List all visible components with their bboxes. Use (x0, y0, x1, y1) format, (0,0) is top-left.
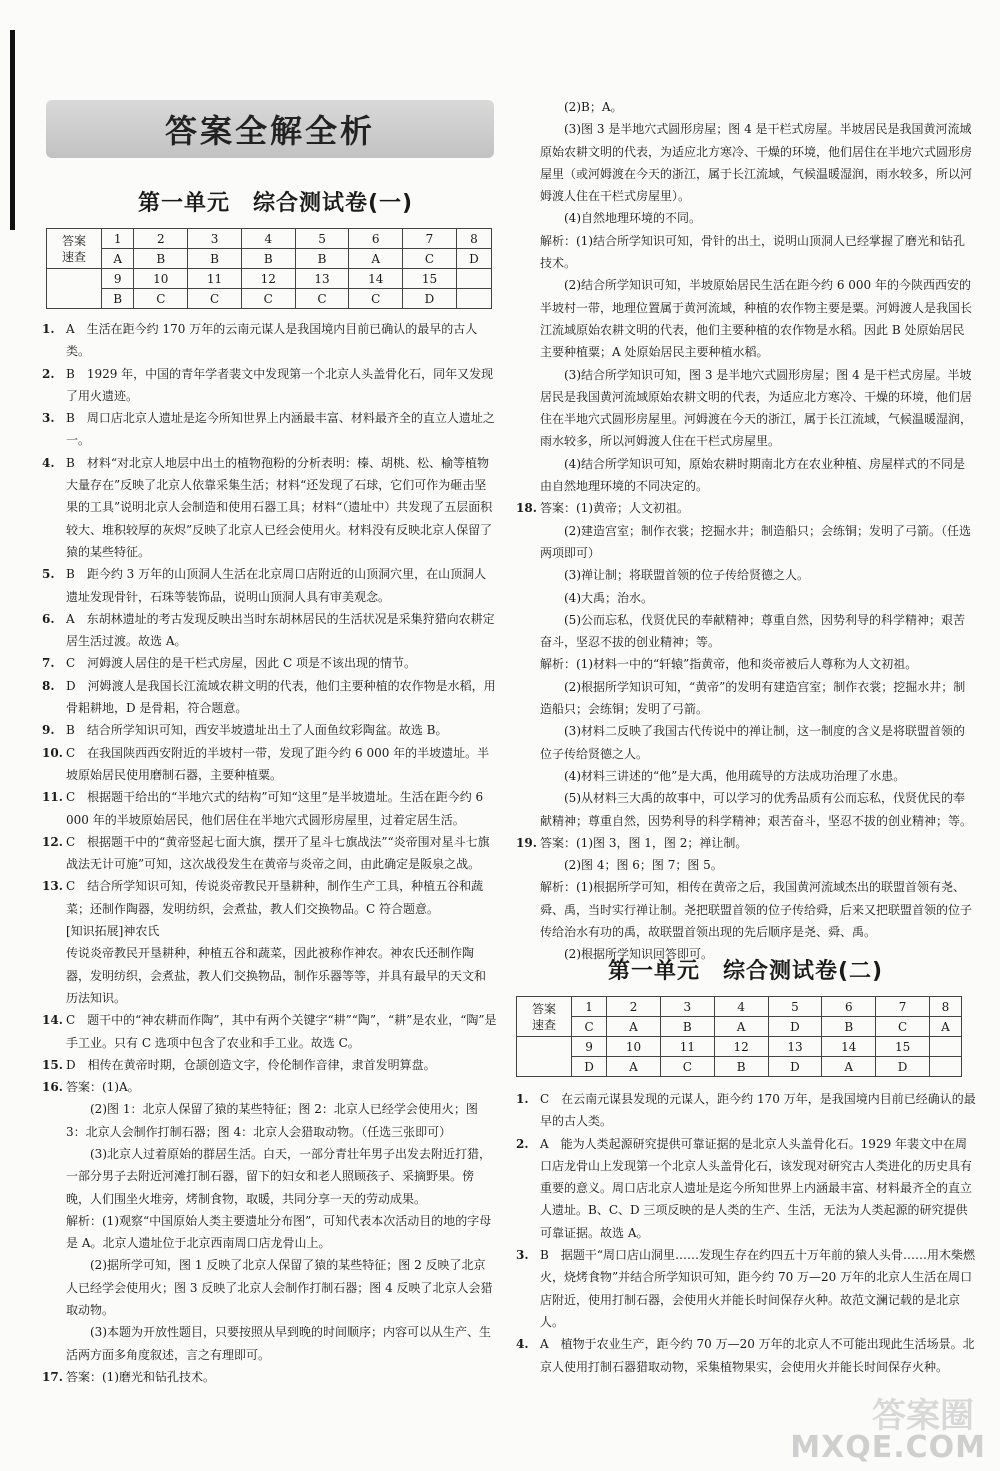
answer-banner (46, 100, 494, 158)
table-cell: 15 (403, 269, 457, 289)
table-cell (456, 289, 491, 309)
answer-item-14: 14. C 题干中的“神农耕而作陶”，其中有两个关键字“耕”“陶”，“耕”是农业，“陶”是手工业。只有 C 选项中包含了农业和手工业。故选 C。 (42, 1013, 497, 1050)
table-cell: A (607, 1017, 661, 1037)
answer-item-3: 3. B 周口店北京人遗址是迄今所知世界上内涵最丰富、材料最齐全的直立人遗址之一。 (42, 411, 495, 448)
banner-title: 答案全解全析 (164, 112, 375, 150)
answer-18-part2: (2)建造宫室；制作衣裳；挖掘水井；制造船只；会练铜；发明了弓箭。（任选两项即可） (540, 523, 972, 560)
table-cell: B (188, 249, 242, 269)
table-cell: C (134, 289, 188, 309)
table-cell: C (241, 289, 295, 309)
watermark-logo: 答案圈 (872, 1396, 974, 1436)
answer-item-7: 7. C 河姆渡人居住的是干栏式房屋，因此 C 项是不该出现的情节。 (42, 656, 416, 671)
table-cell: C (295, 289, 349, 309)
table-cell: 10 (134, 269, 188, 289)
answer-item-11: 11. C 根据题干给出的“半地穴式的结构”可知“这里”是半坡遗址。生活在距今约 6 000 年的半坡原始居民，他们居住在半地穴式圆形房屋里，过着定居生活。 (42, 790, 484, 827)
table-cell (456, 269, 491, 289)
table-cell (929, 1037, 961, 1057)
answer-item-12: 12. C 根据题干中的“黄帝竖起七面大旗，摆开了星斗七旗战法”“炎帝围对星斗七旗战法无计可施”可知，这次战役发生在黄帝与炎帝之间，由此确定是阪泉之战。 (42, 834, 490, 872)
table-cell: 5 (768, 997, 822, 1017)
table-cell: 6 (349, 229, 403, 249)
answer-16-part3: (3)北京人过着原始的群居生活。白天，一部分青壮年男子出发去附近打猎，一部分男子去附近河滩打制石器，留下的妇女和老人照顾孩子、采摘野果。傍晚，人们围坐火堆旁，烤制食物，取暖，共同分享一天的劳动成果。 (66, 1146, 492, 1206)
table-cell: C (349, 289, 403, 309)
table-cell: C (572, 1017, 607, 1037)
answer-item-13: 13. C 结合所学知识可知，传说炎帝教民开垦耕种，制作生产工具，种植五谷和蔬菜；还制作陶器，发明纺织，会煮盐，教人们交换物品。C 符合题意。 (42, 879, 484, 916)
answer-17-part3: (3)图 3 是半地穴式圆形房屋；图 4 是干栏式房屋。半坡居民是我国黄河流域原始农耕文明的代表，为适应北方寒冷、干燥的环境，他们居住在半地穴式圆形房屋里（或河姆渡在今天的浙江，属于长江流域，气候温暖湿润，雨水较多，所以河姆渡人住在干栏式房屋里）。 (540, 122, 973, 204)
margin-rule (10, 30, 15, 230)
table-cell: 1 (102, 229, 134, 249)
table-cell: 4 (714, 997, 768, 1017)
unit2-answer-item-2: 2. A 能为人类起源研究提供可靠证据的是北京人头盖骨化石。1929 年裴文中在周口店龙骨山上发现第一个北京人头盖骨化石，该发现对研究古人类进化的历史具有重要的意义。周口店北京人遗址是迄今所知世界上内涵最丰富、材料最齐全的直立人遗址。B、C、D 三项反映的是人类的生产、生活，无法为人类起源的研究提供可靠证据。故选 A。 (516, 1136, 973, 1240)
answer-item-9: 9. B 结合所学知识可知，西安半坡遗址出土了人面鱼纹彩陶盆。故选 B。 (42, 723, 448, 738)
table-cell: 12 (241, 269, 295, 289)
table-cell: 7 (876, 997, 930, 1017)
table-cell: C (188, 289, 242, 309)
table-cell: 11 (660, 1037, 714, 1057)
table-cell: 2 (607, 997, 661, 1017)
unit2-answer-table (516, 996, 962, 1077)
watermark (760, 1396, 1000, 1471)
answer-item-6: 6. A 东胡林遗址的考古发现反映出当时东胡林居民的生活状况是采集狩猎向农耕定居生活过渡。故选 A。 (42, 611, 495, 649)
table-cell: 12 (714, 1037, 768, 1057)
table-cell: C (876, 1017, 930, 1037)
table-cell: D (572, 1057, 607, 1077)
answer-item-18: 18. 答案：(1)黄帝；人文初祖。 (516, 501, 689, 516)
table-cell: 14 (349, 269, 403, 289)
answer-item-2: 2. B 1929 年，中国的青年学者裴文中发现第一个北京人头盖骨化石，同年又发现了用火遗迹。 (42, 366, 494, 403)
table-cell: B (660, 1017, 714, 1037)
table-cell: D (876, 1057, 930, 1077)
answer-table-label: 答案 速查 (47, 229, 102, 269)
table-cell: 11 (188, 269, 242, 289)
answer-16-part2: (2)图 1：北京人保留了猿的某些特征；图 2：北京人已经学会使用火；图 3：北京人会制作打制石器；图 4：北京人会猎取动物。（任选三张即可） (66, 1102, 478, 1139)
table-cell: B (295, 249, 349, 269)
table-cell: 14 (822, 1037, 876, 1057)
answer-17-part2: (2)B；A。 (564, 100, 623, 114)
watermark-url: MXQE.COM (790, 1430, 986, 1465)
analysis-16-part2: (2)据所学可知，图 1 反映了北京人保留了猿的某些特征；图 2 反映了北京人已经学会使用火；图 3 反映了北京人会制作打制石器；图 4 反映了北京人会猎取动物。 (66, 1258, 493, 1318)
table-cell: A (349, 249, 403, 269)
table-cell: 7 (403, 229, 457, 249)
analysis-17-part2: (2)结合所学知识可知，半坡原始居民生活在距今约 6 000 年的今陕西西安的半坡村一带，地理位置属于黄河流域，种植的农作物主要是粟。河姆渡人是我国长江流域原始农耕文明的代表，他们主要种植的农作物是水稻。因此 B 处原始居民主要种植粟；A 处原始居民主要种植水稻。 (540, 278, 973, 360)
table-cell: 15 (876, 1037, 930, 1057)
right-column (516, 96, 976, 966)
unit2-answer-item-4: 4. A 植物于农业生产，距今约 70 万—20 万年的北京人不可能出现此生活场景。北京人使用打制石器猎取动物，采集植物果实，会使用火并能长时间保存火种。 (516, 1337, 975, 1374)
table-cell: 9 (572, 1037, 607, 1057)
knowledge-extension-body: 传说炎帝教民开垦耕种，种植五谷和蔬菜，因此被称作神农。神农氏还制作陶器，发明纺织，会煮盐，教人们交换物品，制作乐器等等，并具有最早的天文和历法知识。 (66, 946, 487, 1005)
table-cell (929, 1057, 961, 1077)
table-cell: 3 (660, 997, 714, 1017)
table-cell: 10 (607, 1037, 661, 1057)
table-cell: 3 (188, 229, 242, 249)
unit2-answer-item-1: 1. C 在云南元谋县发现的元谋人，距今约 170 万年，是我国境内目前已经确认的最早的古人类。 (516, 1092, 976, 1129)
analysis-18-part4: (4)材料三讲述的“他”是大禹，他用疏导的方法成功治理了水患。 (564, 768, 906, 783)
answer-item-4: 4. B 材料“对北京人地层中出土的植物孢粉的分析表明：榛、胡桃、松、榆等植物大量存在”反映了北京人依靠采集生活；材料“还发现了石球，它们可作为砸击坚果的工具”说明北京人会制造和使用石器工具；材料“（遗址中）共发现了五层面积较大、堆积较厚的灰烬”反映了北京人已经会使用火。材料没有反映北京人保留了猿的某些特征。 (42, 455, 493, 559)
answer-item-16: 16. 答案：(1)A。 (42, 1080, 140, 1095)
table-cell: A (102, 249, 134, 269)
analysis-17-part3: (3)结合所学知识可知，图 3 是半地穴式圆形房屋；图 4 是干栏式房屋。半坡居民是我国黄河流域原始农耕文明的代表，为适应北方寒冷、干燥的环境，他们居住在半地穴式圆形房屋里。河姆渡在今天的浙江，属于长江流域，气候温暖湿润，雨水较多，所以河姆渡人住在干栏式房屋里。 (540, 367, 973, 449)
table-cell: D (456, 249, 491, 269)
table-cell: D (403, 289, 457, 309)
table-cell: B (134, 249, 188, 269)
analysis-17-part4: (4)结合所学知识可知，原始农耕时期南北方在农业种植、房屋样式的不同是由自然地理环境的不同决定的。 (540, 456, 966, 494)
analysis-18-part2: (2)根据所学知识可知，“黄帝”的发明有建造宫室；制作衣裳；挖掘水井；制造船只；会练铜；发明了弓箭。 (540, 679, 966, 717)
table-cell: D (768, 1017, 822, 1037)
answer-table-label-blank (517, 1037, 572, 1077)
table-cell: A (714, 1017, 768, 1037)
analysis-19-part2: (2)根据所学知识回答即可。 (564, 947, 713, 962)
answer-item-5: 5. B 距今约 3 万年的山顶洞人生活在北京周口店附近的山顶洞穴里，在山顶洞人遗址发现骨针，石珠等装饰品，说明山顶洞人具有审美观念。 (42, 567, 487, 604)
answer-item-1: 1. A 生活在距今约 170 万年的云南元谋人是我国境内目前已确认的最早的古人类。 (42, 322, 478, 359)
table-cell: D (768, 1057, 822, 1077)
answer-17-part4: (4)自然地理环境的不同。 (564, 211, 701, 226)
analysis-17-part1: 解析：(1)结合所学知识可知，骨针的出土，说明山顶洞人已经掌握了磨光和钻孔技术。 (540, 233, 966, 271)
analysis-19-part1: 解析：(1)根据所学可知，相传在黄帝之后，我国黄河流域杰出的联盟首领有尧、舜、禹，当时实行禅让制。尧把联盟首领的位子传给舜，后来又把联盟首领的位子传给治水有功的禹，故联盟首领出现的先后顺序是尧、舜、禹。 (540, 880, 973, 939)
answer-item-15: 15. D 相传在黄帝时期，仓颉创造文字，伶伦制作音律，隶首发明算盘。 (42, 1057, 436, 1072)
analysis-16-part3: (3)本题为开放性题目，只要按照从早到晚的时间顺序；内容可以从生产、生活两方面多角度叙述，言之有理即可。 (66, 1325, 492, 1362)
unit1-title: 第一单元 综合测试卷(一) (138, 191, 414, 216)
table-cell: B (102, 289, 134, 309)
answer-18-part3: (3)禅让制；将联盟首领的位子传给贤德之人。 (564, 568, 809, 583)
table-cell: 13 (768, 1037, 822, 1057)
table-cell: 9 (102, 269, 134, 289)
table-cell: 8 (929, 997, 961, 1017)
left-column (42, 318, 497, 1388)
table-cell: C (660, 1057, 714, 1077)
table-cell: 13 (295, 269, 349, 289)
table-cell: 1 (572, 997, 607, 1017)
answer-item-10: 10. C 在我国陕西西安附近的半坡村一带，发现了距今约 6 000 年的半坡遗址。半坡原始居民使用磨制石器，主要种植粟。 (42, 745, 490, 782)
table-cell: 2 (134, 229, 188, 249)
knowledge-extension-heading: [知识拓展]神农氏 (66, 924, 160, 939)
table-cell: 6 (822, 997, 876, 1017)
analysis-16-part1: 解析：(1)观察“中国原始人类主要遗址分布图”，可知代表本次活动目的地的字母是 A。北京人遗址位于北京西南周口店龙骨山上。 (66, 1213, 492, 1251)
table-cell: 5 (295, 229, 349, 249)
table-cell: B (241, 249, 295, 269)
unit2-answer-item-3: 3. B 据题干“周口店山洞里……发现生存在约四五十万年前的猿人头骨……用木柴燃火，烧烤食物”并结合所学知识可知，距今约 70 万—20 万年的北京人生活在周口店附近，使用打制石器，会使用火并能长时间保存火种。故范文澜记载的是北京人。 (516, 1248, 975, 1329)
answer-table-label-blank (47, 269, 102, 309)
table-cell: C (403, 249, 457, 269)
answer-item-8: 8. D 河姆渡人是我国长江流域农耕文明的代表，他们主要种植的农作物是水稻，用骨耜耕地，D 是骨耜，符合题意。 (42, 678, 496, 716)
table-cell: 8 (456, 229, 491, 249)
answer-item-19: 19. 答案：(1)图 3，图 1，图 2；禅让制。 (516, 835, 748, 850)
table-cell: A (822, 1057, 876, 1077)
analysis-18-part1: 解析：(1)材料一中的“轩辕”指黄帝，他和炎帝被后人尊称为人文初祖。 (540, 657, 918, 672)
answer-18-part5: (5)公而忘私，伐贤优民的奉献精神；尊重自然，因势利导的科学精神；艰苦奋斗，坚忍不拔的创业精神；等。 (540, 612, 966, 650)
table-cell: B (822, 1017, 876, 1037)
answer-item-17: 17. 答案：(1)磨光和钻孔技术。 (42, 1369, 215, 1384)
table-cell: B (714, 1057, 768, 1077)
analysis-18-part3: (3)材料二反映了我国古代传说中的禅让制，这一制度的含义是将联盟首领的位子传给贤德之人。 (540, 724, 966, 761)
table-cell: A (929, 1017, 961, 1037)
answer-table-label: 答案 速查 (517, 997, 572, 1037)
answer-19-part2: (2)图 4；图 6；图 7；图 5。 (564, 858, 723, 873)
answer-18-part4: (4)大禹；治水。 (564, 590, 653, 605)
unit1-answer-table (46, 228, 492, 309)
table-cell: 4 (241, 229, 295, 249)
unit2-answers (516, 1088, 976, 1378)
unit2-title: 第一单元 综合测试卷(二) (608, 959, 884, 984)
analysis-18-part5: (5)从材料三大禹的故事中，可以学习的优秀品质有公而忘私，伐贤优民的奉献精神；尊重自然，因势利导的科学精神；艰苦奋斗，坚忍不拔的创业精神；等。 (540, 791, 973, 828)
table-cell: A (607, 1057, 661, 1077)
